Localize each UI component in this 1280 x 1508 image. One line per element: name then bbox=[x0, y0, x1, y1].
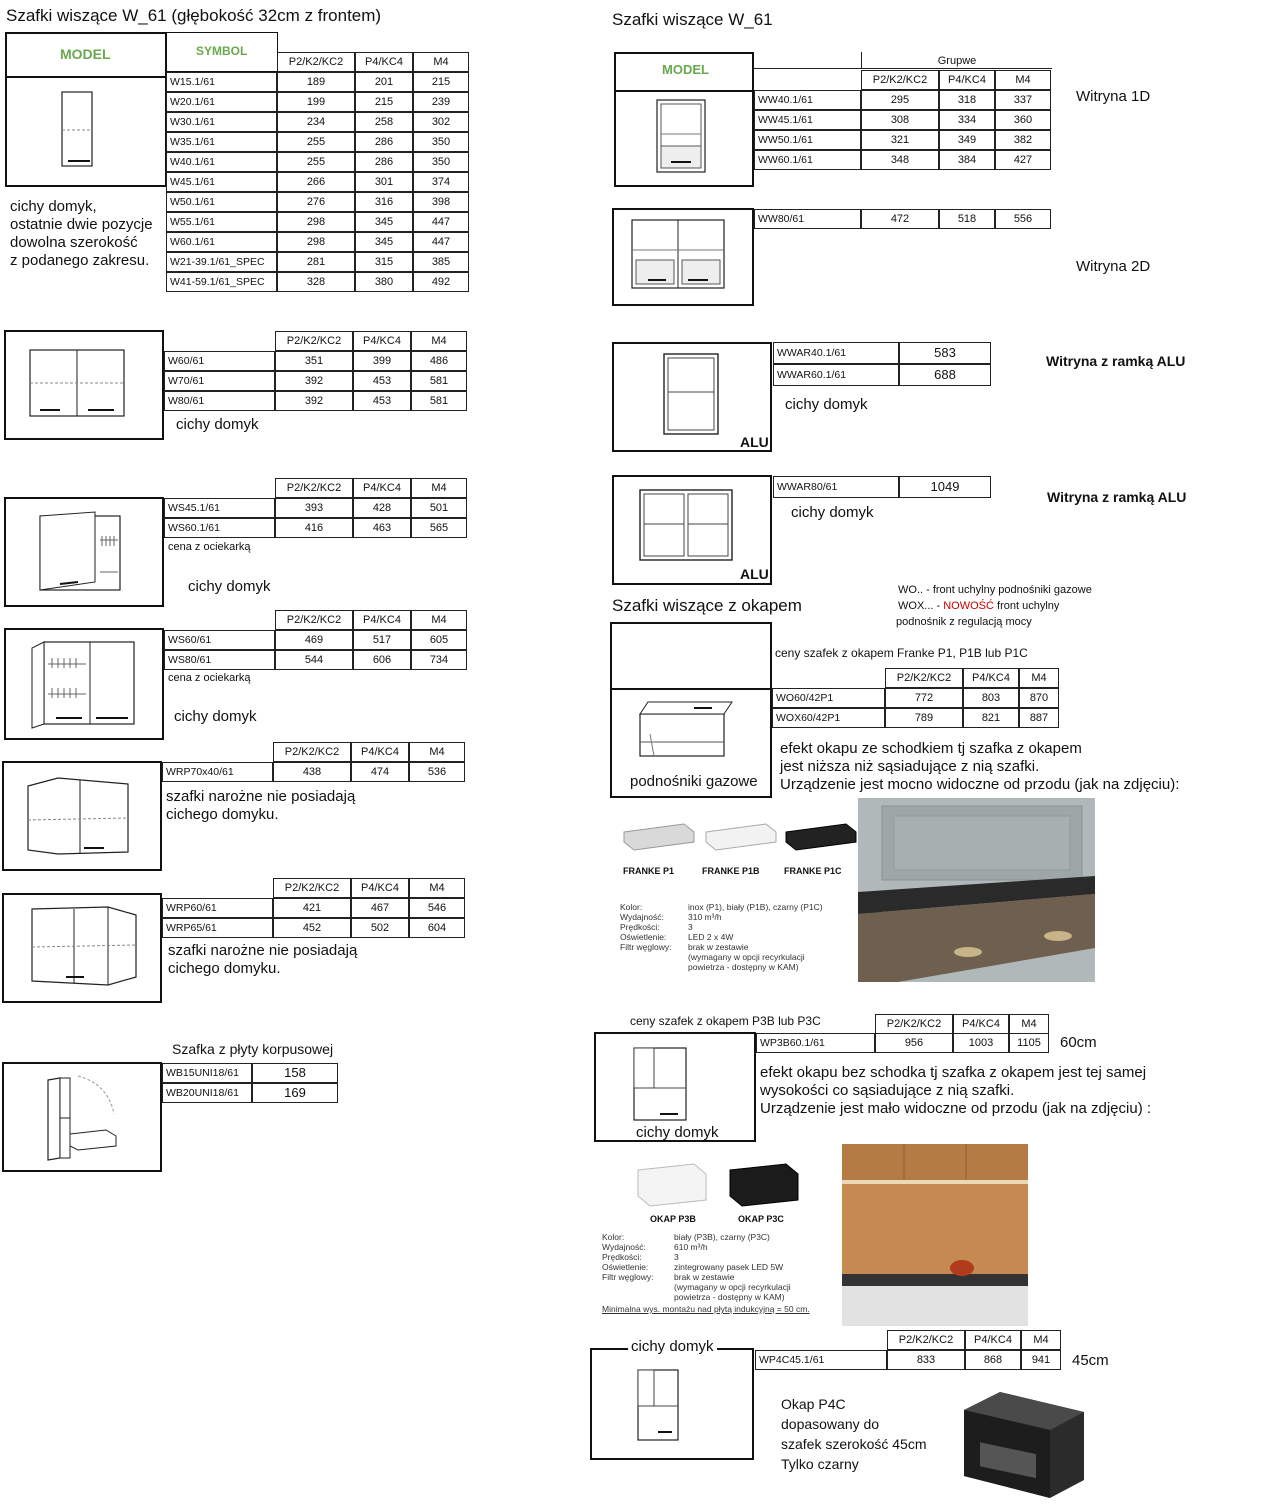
left-page-title: Szafki wiszące W_61 (głębokość 32cm z frontem) bbox=[6, 6, 382, 25]
cabinet-2door-icon bbox=[30, 350, 130, 422]
table-row: WW50.1/61 321 349 382 bbox=[754, 130, 1051, 150]
okap-desc: efekt okapu ze schodkiem tj szafka z okapem jest niższa niż sąsiadujące z nią szafki. Urządzenie jest mocno widoczne od przodu (jak na zdjęciu): bbox=[780, 740, 1180, 793]
table-row: W35.1/61 255 286 350 bbox=[166, 132, 469, 152]
franke-hoods-panel: FRANKE P1 FRANKE P1B FRANKE P1C Kolor: Wydajność: Prędkości: Oświetlenie: Filtr węglowy: inox (P1), biały (P1B), czarny (P1C) 310 m³/h 3 LED 2 x 4W brak w zestawie (wymagany w opcji recyrkulacji powietrza - dostępny w KAM) bbox=[610, 798, 860, 982]
cabinet-dryer-2door-icon bbox=[30, 638, 140, 730]
table-row: W30.1/61 234 258 302 bbox=[166, 112, 469, 132]
okap-body bbox=[772, 688, 1059, 728]
p4-hood-cabinet-icon bbox=[630, 1366, 690, 1446]
p3-hood-drawings bbox=[634, 1160, 814, 1210]
t7-body bbox=[162, 1063, 338, 1103]
t2-body bbox=[164, 351, 467, 411]
table-row: W60.1/61 298 345 447 bbox=[166, 232, 469, 252]
table-row: W21-39.1/61_SPEC 281 315 385 bbox=[166, 252, 469, 272]
table-row: WRP65/61 452 502 604 bbox=[162, 918, 465, 938]
table-row: W45.1/61 266 301 374 bbox=[166, 172, 469, 192]
table-row: WS45.1/61 393 428 501 bbox=[164, 498, 467, 518]
alu80-label: ALU bbox=[740, 566, 769, 582]
table-row: WS60/61 469 517 605 bbox=[164, 630, 467, 650]
t7-title: Szafka z płyty korpusowej bbox=[172, 1041, 334, 1057]
symbol-label: SYMBOL bbox=[196, 44, 248, 58]
t6-note: szafki narożne nie posiadają cichego domyku. bbox=[168, 942, 358, 977]
t4-body bbox=[164, 630, 467, 670]
t4-note: cichy domyk bbox=[174, 708, 257, 725]
t4-header-row: P2/K2/KC2 P4/KC4 M4 bbox=[275, 610, 467, 630]
table-row: W40.1/61 255 286 350 bbox=[166, 152, 469, 172]
lift-up-cabinet-icon bbox=[634, 698, 744, 762]
table-row: WB15UNI18/61 158 bbox=[162, 1063, 338, 1083]
ww-header-row: P2/K2/KC2 P4/KC4 M4 bbox=[861, 70, 1051, 90]
p3-desc: efekt okapu bez schodka tj szafka z okapem jest tej samej wysokości co sąsiadujące z nią szafki. Urządzenie jest mało widoczne od przodu (jak na zdjęciu) : bbox=[760, 1064, 1152, 1117]
kitchen-photo-p3 bbox=[842, 1144, 1028, 1326]
hood-cabinet-icon bbox=[630, 1044, 700, 1124]
alu-label: ALU bbox=[740, 434, 769, 450]
table-row: WS60.1/61 416 463 565 bbox=[164, 518, 467, 538]
alu-frame-cabinet-icon bbox=[660, 352, 730, 442]
p3-header-row: P2/K2/KC2 P4/KC4 M4 bbox=[875, 1014, 1049, 1034]
table-row: W80/61 392 453 581 bbox=[164, 391, 467, 411]
wwar80-body bbox=[773, 476, 991, 498]
table-row: WRP60/61 421 467 546 bbox=[162, 898, 465, 918]
okap-legend-1: WO.. - front uchylny podnośniki gazowe bbox=[898, 584, 1092, 596]
open-shelf-icon bbox=[38, 1074, 128, 1164]
corner-cabinet-icon bbox=[28, 778, 138, 858]
table-row: WW60.1/61 348 384 427 bbox=[754, 150, 1051, 170]
okap-caption: podnośniki gazowe bbox=[630, 773, 758, 790]
p4-desc: Okap P4C dopasowany do szafek szerokość 45cm Tylko czarny bbox=[781, 1396, 927, 1472]
p3-hoods-panel: OKAP P3B OKAP P3C Kolor: Wydajność: Prędkości: Oświetlenie: Filtr węglowy: biały (P3B), czarny (P3C) 610 m³/h 3 zintegrowany pasek LED 5W brak w zestawie (wymagany w opcji recyrkulacji powietrza - dostępny w KAM) Minimalna wys. montażu nad płytą indukcyjną = 50 cm. bbox=[594, 1144, 842, 1326]
table-row: W60/61 351 399 486 bbox=[164, 351, 467, 371]
p4-size: 45cm bbox=[1072, 1352, 1109, 1369]
t3-body bbox=[164, 498, 467, 538]
cabinet-dryer-open-icon bbox=[40, 512, 130, 594]
t4-cena: cena z ociekarką bbox=[168, 672, 251, 684]
ww-body bbox=[754, 90, 1051, 170]
table-row: WP4C45.1/61 833 868 941 bbox=[755, 1350, 1061, 1370]
t6-body bbox=[162, 898, 465, 938]
table-row: WW45.1/61 308 334 360 bbox=[754, 110, 1051, 130]
table-row: WP3B60.1/61 956 1003 1105 bbox=[756, 1033, 1049, 1053]
table-row: WRP70x40/61 438 474 536 bbox=[162, 762, 465, 782]
okap-legend-3: podnośnik z regulacją mocy bbox=[896, 616, 1032, 628]
group-label: Grupwe bbox=[861, 52, 1052, 68]
t5-header-row: P2/K2/KC2 P4/KC4 M4 bbox=[273, 742, 465, 762]
ww-label: Witryna 1D bbox=[1076, 88, 1151, 105]
t5-note: szafki narożne nie posiadają cichego domyku. bbox=[166, 788, 356, 823]
t3-cena: cena z ociekarką bbox=[168, 541, 251, 553]
wwar-note: cichy domyk bbox=[785, 396, 868, 413]
table-row: WS80/61 544 606 734 bbox=[164, 650, 467, 670]
corner-l-cabinet-icon bbox=[28, 905, 143, 990]
table-row: W70/61 392 453 581 bbox=[164, 371, 467, 391]
vitrine-1door-icon bbox=[655, 98, 715, 178]
t6-header-row: P2/K2/KC2 P4/KC4 M4 bbox=[273, 878, 465, 898]
wwar80-label: Witryna z ramką ALU bbox=[1047, 489, 1187, 505]
hood-drawings bbox=[620, 818, 860, 858]
p3-body bbox=[756, 1033, 1049, 1053]
table-row: WOX60/42P1 789 821 887 bbox=[772, 708, 1059, 728]
t3-note: cichy domyk bbox=[188, 578, 271, 595]
p4-caption: cichy domyk bbox=[628, 1338, 717, 1356]
okap-title: Szafki wiszące z okapem bbox=[612, 596, 802, 615]
ww80-body bbox=[754, 209, 1051, 229]
table-row: W50.1/61 276 316 398 bbox=[166, 192, 469, 212]
table-row: WW40.1/61 295 318 337 bbox=[754, 90, 1051, 110]
t1-note: cichy domyk, ostatnie dwie pozycje dowolna szerokość z podanego zakresu. bbox=[10, 198, 153, 269]
model-label-right: MODEL bbox=[662, 62, 709, 77]
ww80-label: Witryna 2D bbox=[1076, 258, 1151, 275]
cabinet-1door-icon bbox=[62, 92, 112, 170]
wwar-label: Witryna z ramką ALU bbox=[1046, 353, 1186, 369]
t3-header-row: P2/K2/KC2 P4/KC4 M4 bbox=[275, 478, 467, 498]
table-row: W55.1/61 298 345 447 bbox=[166, 212, 469, 232]
t5-body bbox=[162, 762, 465, 782]
table-row: WO60/42P1 772 803 870 bbox=[772, 688, 1059, 708]
table-row: W15.1/61 189 201 215 bbox=[166, 72, 469, 92]
kitchen-photo-hood bbox=[858, 798, 1095, 982]
wwar80-note: cichy domyk bbox=[791, 504, 874, 521]
t2-note: cichy domyk bbox=[176, 416, 259, 433]
table-row: WWAR40.1/61 583 bbox=[773, 342, 991, 364]
table-row: W20.1/61 199 215 239 bbox=[166, 92, 469, 112]
vitrine-2door-icon bbox=[630, 218, 730, 293]
t2-header-row: P2/K2/KC2 P4/KC4 M4 bbox=[275, 331, 467, 351]
right-page-title: Szafki wiszące W_61 bbox=[612, 10, 773, 29]
p4-header-row: P2/K2/KC2 P4/KC4 M4 bbox=[887, 1330, 1061, 1350]
p4-body bbox=[755, 1350, 1061, 1370]
p3-size: 60cm bbox=[1060, 1034, 1097, 1051]
p3-prices-label: ceny szafek z okapem P3B lub P3C bbox=[630, 1014, 821, 1028]
wwar-body bbox=[773, 342, 991, 386]
okap-prices-label: ceny szafek z okapem Franke P1, P1B lub P1C bbox=[775, 646, 1028, 660]
table-row: WWAR80/61 1049 bbox=[773, 476, 991, 498]
p4c-hood-image bbox=[960, 1390, 1090, 1500]
model-label: MODEL bbox=[60, 46, 111, 62]
p3-caption: cichy domyk bbox=[636, 1124, 719, 1141]
table-row: W41-59.1/61_SPEC 328 380 492 bbox=[166, 272, 469, 292]
t1-header-row: P2/K2/KC2 P4/KC4 M4 bbox=[277, 52, 469, 72]
okap-header-row: P2/K2/KC2 P4/KC4 M4 bbox=[885, 668, 1059, 688]
alu-frame-2door-icon bbox=[636, 488, 746, 568]
table-row: WWAR60.1/61 688 bbox=[773, 364, 991, 386]
table-row: WW80/61 472 518 556 bbox=[754, 209, 1051, 229]
t1-body bbox=[166, 72, 469, 292]
okap-legend-2: WOX... - NOWOŚĆ front uchylny bbox=[898, 600, 1060, 612]
table-row: WB20UNI18/61 169 bbox=[162, 1083, 338, 1103]
